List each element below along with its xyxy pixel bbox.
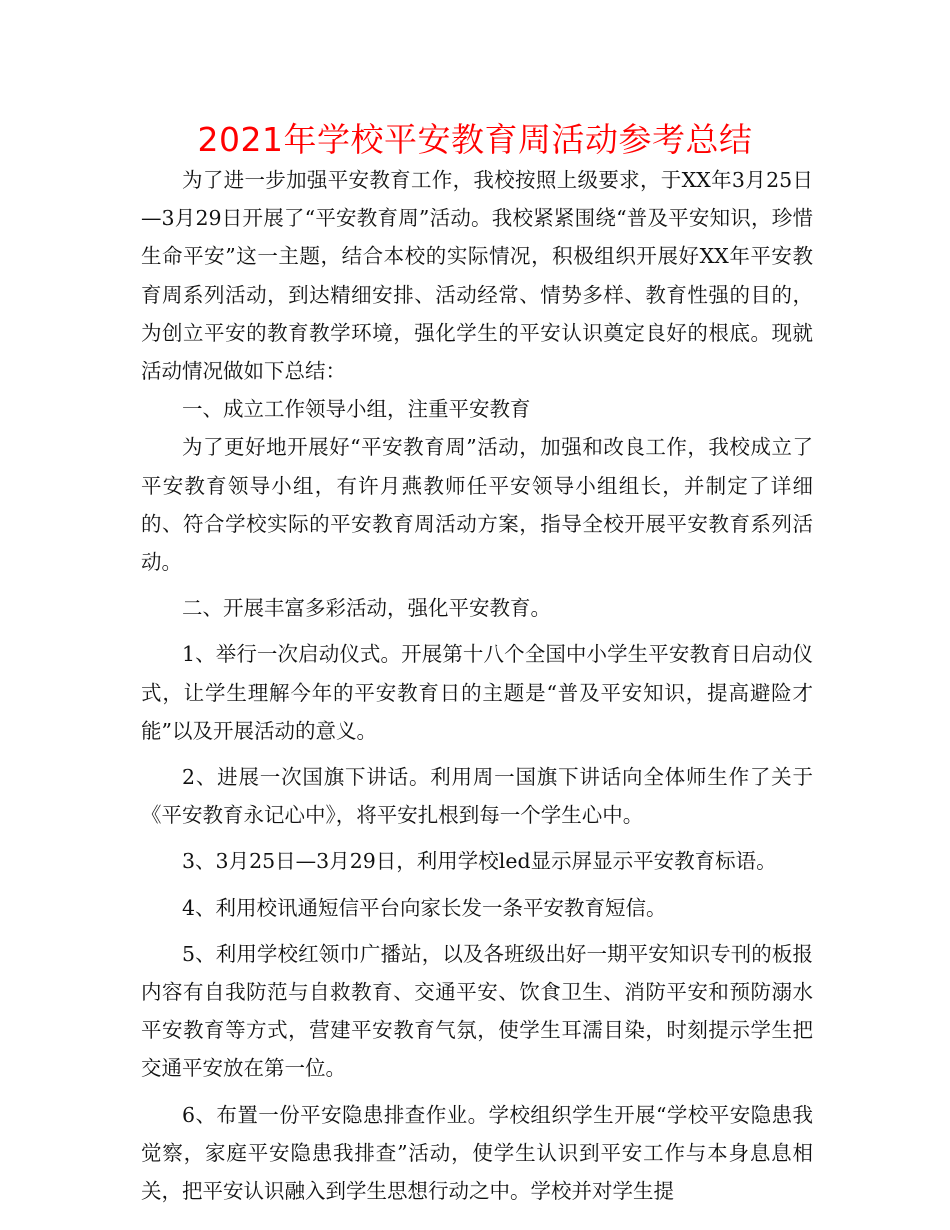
paragraph-section-1: 为了更好地开展好“平安教育周”活动，加强和改良工作，我校成立了平安教育领导小组，有许月燕教师任平安领导小组组长，并制定了详细的、符合学校实际的平安教育周活动方案，指导全校开展平安教育系列活动。 <box>141 435 813 575</box>
document-title: 2021年学校平安教育周活动参考总结 <box>197 120 753 159</box>
list-item-4: 4、利用校讯通短信平台向家长发一条平安教育短信。 <box>182 895 667 920</box>
list-item-1: 1、举行一次启动仪式。开展第十八个全国中小学生平安教育日启动仪式，让学生理解今年的平安教育日的主题是“普及平安知识，提高避险才能”以及开展活动的意义。 <box>141 642 813 743</box>
paragraph-intro: 为了进一步加强平安教育工作，我校按照上级要求，于XX年3月25日—3月29日开展了“平安教育周”活动。我校紧紧围绕“普及平安知识，珍惜生命平安”这一主题，结合本校的实际情况，积极组织开展好XX年平安教育周系列活动，到达精细安排、活动经常、情势多样、教育性强的目的，为创立平安的教育教学环境，强化学生的平安认识奠定良好的根底。现就活动情况做如下总结： <box>141 168 813 384</box>
document-body <box>141 161 813 1210</box>
list-item-5: 5、利用学校红领巾广播站，以及各班级出好一期平安知识专刊的板报内容有自我防范与自救教育、交通平安、饮食卫生、消防平安和预防溺水平安教育等方式，营建平安教育气氛，使学生耳濡目染，时刻提示学生把交通平安放在第一位。 <box>141 941 813 1081</box>
list-item-3: 3、3月25日—3月29日，利用学校led显示屏显示平安教育标语。 <box>182 849 777 874</box>
list-item-2: 2、进展一次国旗下讲话。利用周一国旗下讲话向全体师生作了关于《平安教育永记心中》，将平安扎根到每一个学生心中。 <box>141 765 813 828</box>
section-heading-2: 二、开展丰富多彩活动，强化平安教育。 <box>182 596 551 621</box>
section-heading-1: 一、成立工作领导小组，注重平安教育 <box>182 397 531 422</box>
list-item-6: 6、布置一份平安隐患排查作业。学校组织学生开展“学校平安隐患我觉察，家庭平安隐患我排查”活动，使学生认识到平安工作与本身息息相关，把平安认识融入到学生思想行动之中。学校并对学生提 <box>141 1102 813 1204</box>
